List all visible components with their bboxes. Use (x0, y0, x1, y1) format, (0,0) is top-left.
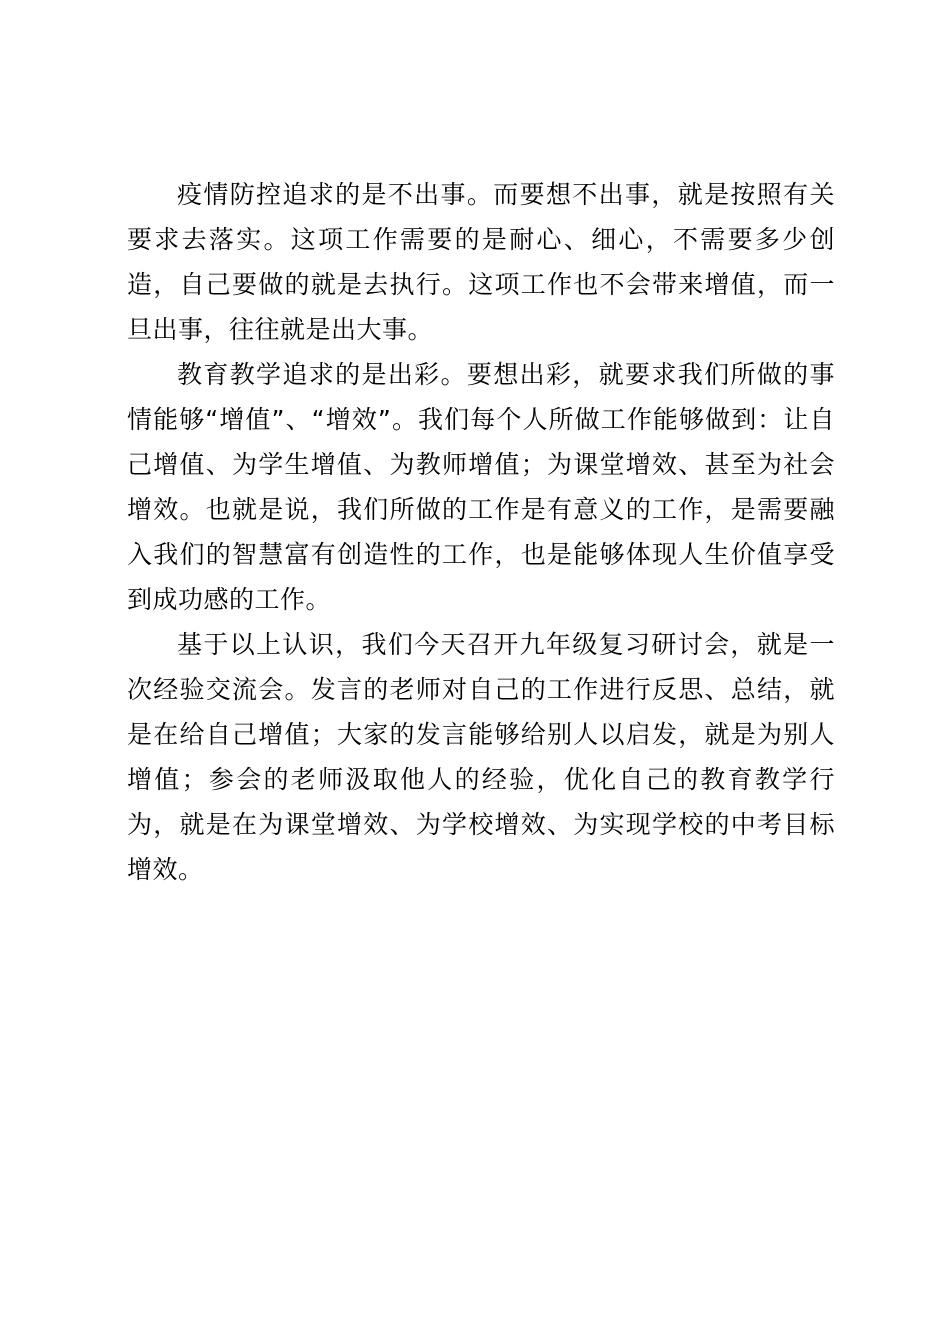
document-body (127, 172, 835, 892)
paragraph-education-teaching: 教育教学追求的是出彩。要想出彩，就要求我们所做的事情能够“增值”、“增效”。我们每个人所做工作能够做到：让自己增值、为学生增值、为教师增值；为课堂增效、甚至为社会增效。也就是说，我们所做的工作是有意义的工作，是需要融入我们的智慧富有创造性的工作，也是能够体现人生价值享受到成功感的工作。 (127, 360, 835, 614)
paragraph-review-seminar: 基于以上认识，我们今天召开九年级复习研讨会，就是一次经验交流会。发言的老师对自己的工作进行反思、总结，就是在给自己增值；大家的发言能够给别人以启发，就是为别人增值；参会的老师汲取他人的经验，优化自己的教育教学行为，就是在为课堂增效、为学校增效、为实现学校的中考目标增效。 (127, 630, 835, 884)
paragraph-epidemic-control: 疫情防控追求的是不出事。而要想不出事，就是按照有关要求去落实。这项工作需要的是耐心、细心，不需要多少创造，自己要做的就是去执行。这项工作也不会带来增值，而一旦出事，往往就是出大事。 (127, 180, 835, 344)
